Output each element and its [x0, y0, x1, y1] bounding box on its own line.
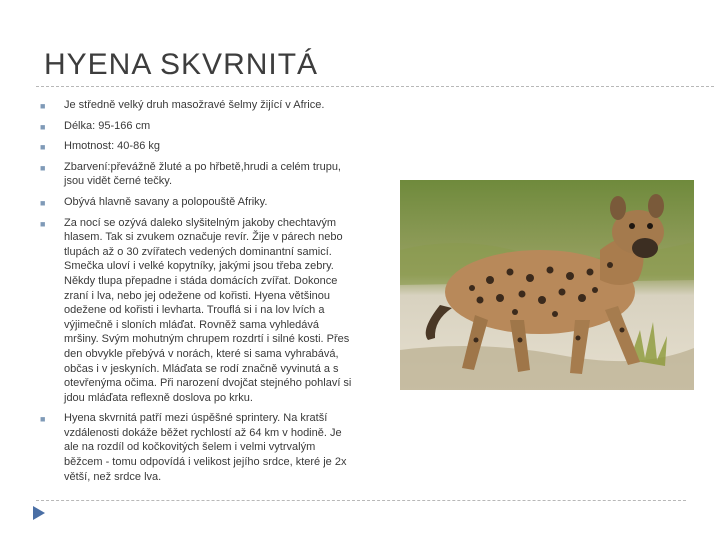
bullet-square-icon: ■: [40, 218, 46, 229]
bullet-text: Hmotnost: 40-86 kg: [64, 140, 160, 153]
bullet-list: [38, 98, 356, 490]
next-slide-arrow-icon[interactable]: [32, 505, 46, 521]
bullet-square-icon: ■: [40, 162, 46, 173]
bullet-square-icon: ■: [40, 414, 46, 425]
slide-title: HYENA SKVRNITÁ: [44, 48, 319, 81]
footer-divider: [36, 500, 686, 501]
bullet-square-icon: ■: [40, 121, 46, 132]
bullet-text: Délka: 95-166 cm: [64, 119, 151, 132]
list-item: [38, 119, 356, 134]
list-item: [38, 411, 356, 484]
bullet-text: Za nocí se ozývá daleko slyšitelným jakoby chechtavým hlasem. Tak si zvukem označuje revír. Žije v párech nebo tlupách až o 30 zvířatech vedených dominantní samicí. Smečka uloví i velké kopytníky, jakými jsou třeba zebry. Někdy tlupa přepadne i stáda domácích zvířat. Dokonce zraní i lva, nebo jej odežene od kořisti. Hyena většinou odežene od kořisti i levharta. Trouflá si i na lov lvích a výjimečně i sloních mláďat. Rovněž sama vyhledává mršiny. Svým mohutným chrupem rozdrtí i silné kosti. Přes den obvykle přebývá v norách, které si sama vyhrabává, občas i v jeskyních. Mláďata se rodí značně vyvinutá a s otevřenýma očima. Při narození dvojčat stejného pohlaví si jdou mláďata reflexně doslova po krku.: [64, 216, 352, 404]
bullet-square-icon: ■: [40, 101, 46, 111]
bullet-square-icon: ■: [40, 197, 46, 208]
bullet-text: Zbarvení:převážně žluté a po hřbetě,hrudi a celém trupu, jsou vidět černé tečky.: [64, 160, 341, 188]
bullet-square-icon: ■: [40, 142, 46, 153]
list-item: [38, 98, 356, 113]
hyena-photo: [400, 180, 694, 390]
bullet-text: Obývá hlavně savany a polopouště Afriky.: [64, 195, 268, 208]
list-item: [38, 216, 356, 406]
list-item: [38, 139, 356, 154]
list-item: [38, 160, 356, 189]
bullet-text: Je středně velký druh masožravé šelmy žijící v Africe.: [64, 99, 325, 111]
bullet-text: Hyena skvrnitá patří mezi úspěšné sprintery. Na kratší vzdálenosti dokáže běžet rychlostí až 64 km v hodině. Je ale na rozdíl od kočkovitých šelem i velmi vytrvalým běžcem - tomu odpovídá i velikost jejího srdce, které je 2x větší, než srdce lva.: [64, 412, 347, 483]
list-item: [38, 195, 356, 210]
title-divider: [36, 86, 714, 87]
